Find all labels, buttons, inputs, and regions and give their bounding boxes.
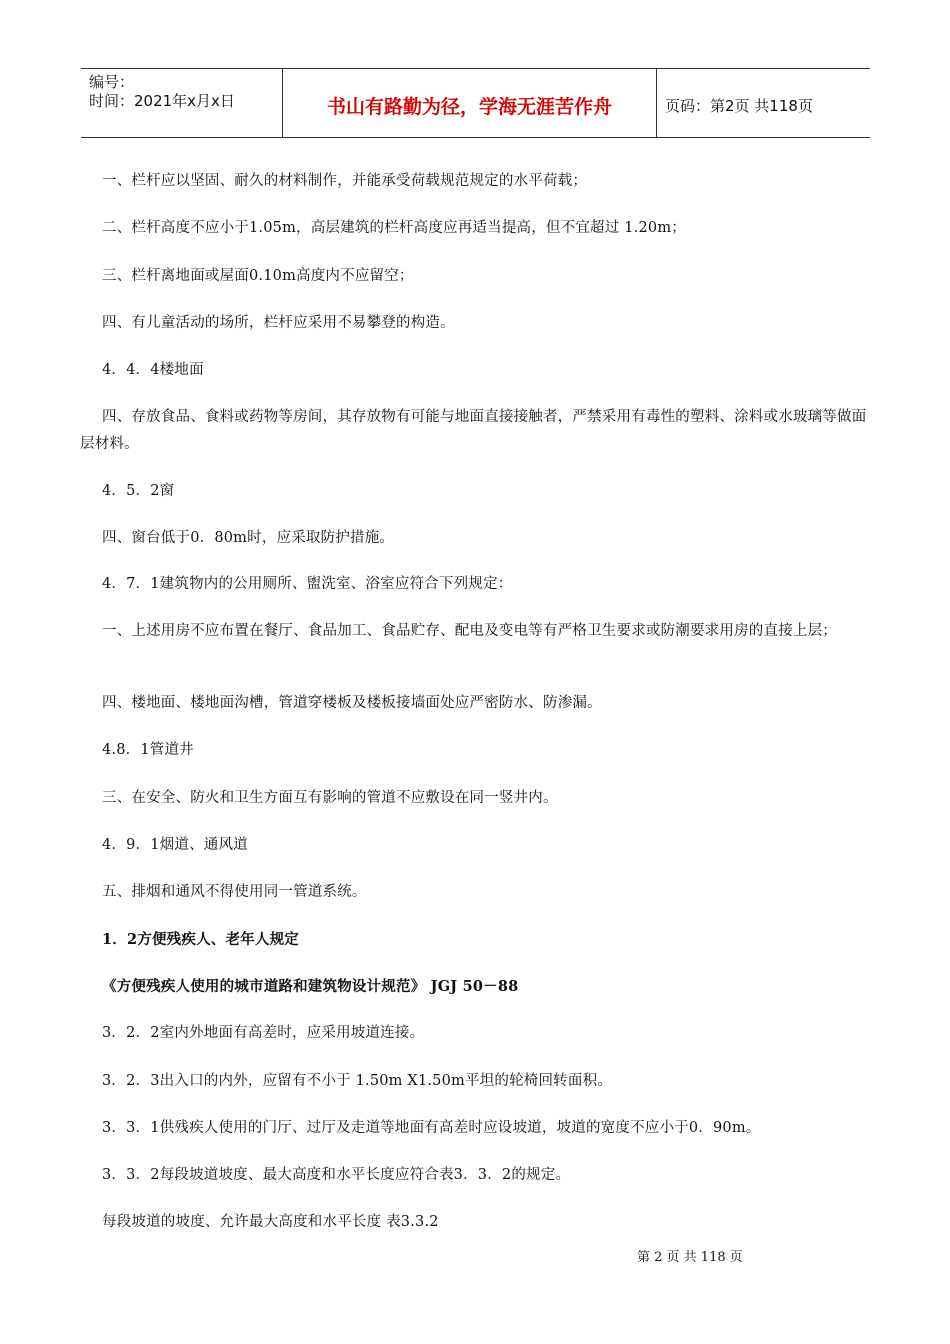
paragraph: 五、排烟和通风不得使用同一管道系统。 <box>102 884 367 900</box>
paragraph: 三、栏杆离地面或屋面0.10m高度内不应留空； <box>102 268 414 284</box>
paragraph: 四、存放食品、食料或药物等房间，其存放物有可能与地面直接接触者，严禁采用有毒性的塑料、涂料或水玻璃等做面层材料。 <box>80 409 867 452</box>
paragraph: 3．3．2每段坡道坡度、最大高度和水平长度应符合表3．3．2的规定。 <box>102 1167 571 1183</box>
section-heading: 4．4．4楼地面 <box>102 362 204 378</box>
page-footer: 第 2 页 共 118 页 <box>637 1250 743 1265</box>
paragraph: 一、栏杆应以坚固、耐久的材料制作，并能承受荷载规范规定的水平荷载； <box>102 173 588 189</box>
paragraph: 三、在安全、防火和卫生方面互有影响的管道不应敷设在同一竖井内。 <box>102 790 558 806</box>
header-meta <box>81 69 283 137</box>
paragraph: 四、窗台低于0．80m时，应采取防护措施。 <box>102 530 395 546</box>
paragraph: 3．2．3出入口的内外，应留有不小于 1.50m X1.50m平坦的轮椅回转面积。 <box>102 1073 612 1089</box>
page-header <box>81 68 870 138</box>
paragraph: 一、上述用房不应布置在餐厅、食品加工、食品贮存、配电及变电等有严格卫生要求或防潮要求用房的直接上层； <box>102 623 837 639</box>
section-heading: 4.8．1管道井 <box>102 742 194 758</box>
serial-label: 编号： <box>89 73 135 91</box>
paragraph: 四、楼地面、楼地面沟槽，管道穿楼板及楼板接墙面处应严密防水、防渗漏。 <box>102 695 602 711</box>
time-label: 时间：2021年x月x日 <box>89 92 235 110</box>
standard-title: 《方便残疾人使用的城市道路和建筑物设计规范》 JGJ 50－88 <box>102 978 519 995</box>
header-page-info: 页码：第2页 共118页 <box>665 96 813 115</box>
paragraph: 二、栏杆高度不应小于1.05m，高层建筑的栏杆高度应再适当提高，但不宜超过 1.20m； <box>102 220 686 236</box>
section-heading: 4．9．1烟道、通风道 <box>102 837 248 853</box>
header-motto: 书山有路勤为径，学海无涯苦作舟 <box>283 69 657 137</box>
table-caption: 每段坡道的坡度、允许最大高度和水平长度 表3.3.2 <box>102 1214 439 1230</box>
section-heading: 4．5．2窗 <box>102 483 175 499</box>
paragraph: 3．2．2室内外地面有高差时，应采用坡道连接。 <box>102 1025 425 1041</box>
paragraph: 3．3．1供残疾人使用的门厅、过厅及走道等地面有高差时应设坡道，坡道的宽度不应小于0．90m。 <box>102 1120 761 1136</box>
paragraph: 四、有儿童活动的场所，栏杆应采用不易攀登的构造。 <box>102 315 455 331</box>
section-heading: 1．2方便残疾人、老年人规定 <box>102 931 299 948</box>
section-heading: 4．7．1建筑物内的公用厕所、盥洗室、浴室应符合下列规定： <box>102 576 513 592</box>
